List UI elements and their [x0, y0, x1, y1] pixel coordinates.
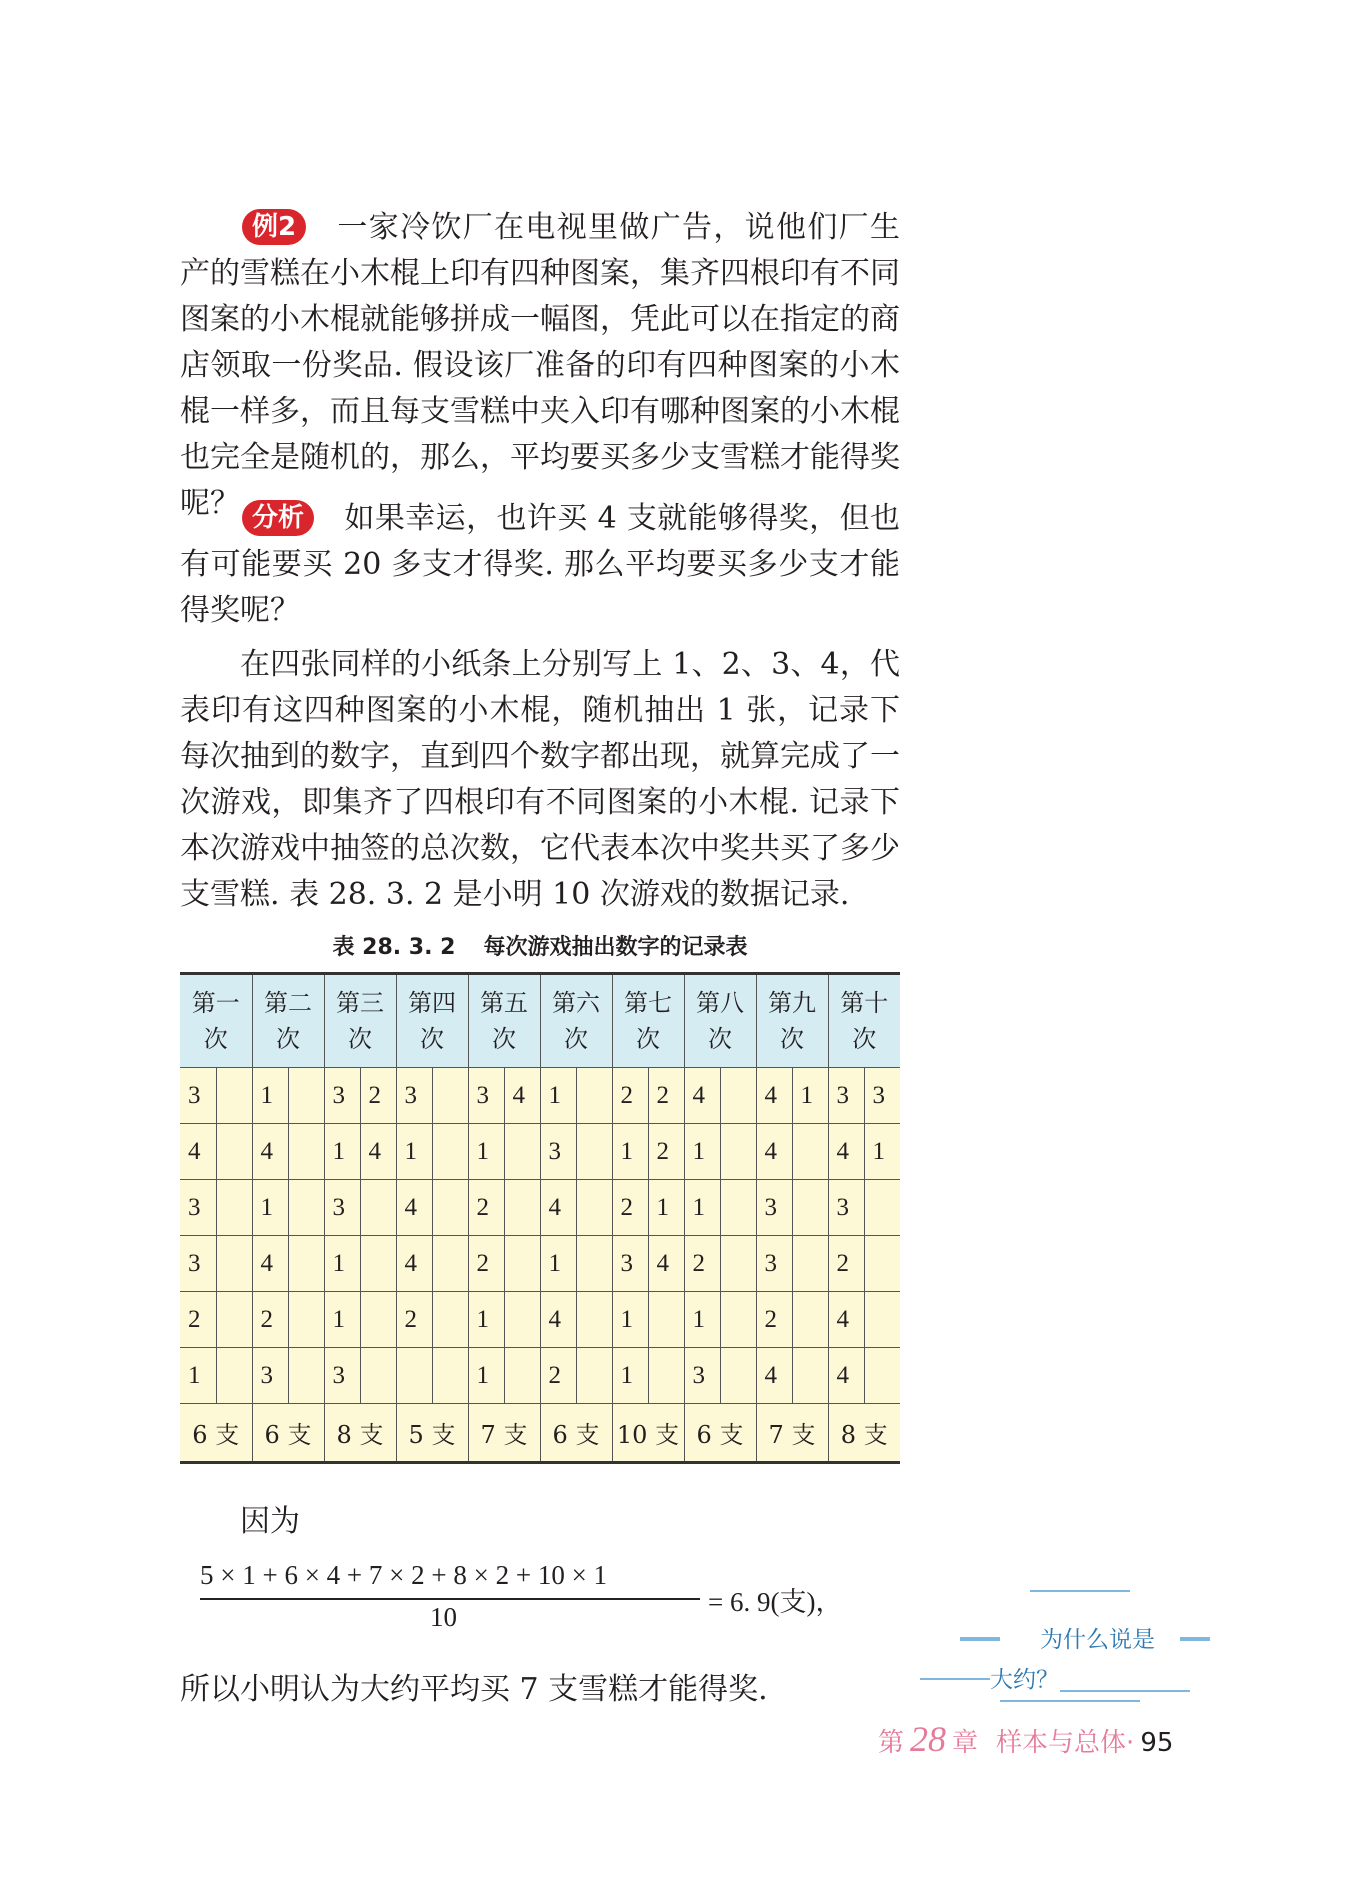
table-cell: 1 — [540, 1068, 576, 1124]
table-cell: 1 — [252, 1180, 288, 1236]
table-cell — [360, 1348, 396, 1404]
table-header-line: 第九 — [768, 989, 816, 1017]
table-cell: 3 — [756, 1236, 792, 1292]
table-row — [180, 1236, 900, 1292]
table-cell: 1 — [684, 1180, 720, 1236]
table-header-line: 次 — [420, 1025, 444, 1053]
table-cell — [432, 1348, 468, 1404]
table-total-cell: 10 支 — [612, 1404, 684, 1463]
table-cell: 4 — [828, 1292, 864, 1348]
table-cell: 2 — [828, 1236, 864, 1292]
table-cell: 4 — [396, 1236, 432, 1292]
table-cell — [720, 1124, 756, 1180]
table-cell — [720, 1068, 756, 1124]
table-header-line: 第四 — [408, 989, 456, 1017]
because-text: 因为 — [240, 1504, 300, 1539]
table-cell: 4 — [360, 1124, 396, 1180]
table-cell: 3 — [324, 1348, 360, 1404]
table-cell: 1 — [612, 1292, 648, 1348]
table-header-line: 第八 — [696, 989, 744, 1017]
formula-numerator: 5 × 1 + 6 × 4 + 7 × 2 + 8 × 2 + 10 × 1 — [200, 1560, 608, 1590]
table-header-line: 第五 — [480, 989, 528, 1017]
table-cell: 4 — [180, 1124, 216, 1180]
table-cell — [288, 1068, 324, 1124]
table-cell: 1 — [324, 1292, 360, 1348]
table-header-line: 次 — [348, 1025, 372, 1053]
table-cell — [216, 1068, 252, 1124]
table-row — [180, 1180, 900, 1236]
conclusion-text: 所以小明认为大约平均买 7 支雪糕才能得奖. — [180, 1672, 768, 1707]
table-cell — [360, 1292, 396, 1348]
table-cell: 1 — [468, 1348, 504, 1404]
table-cell: 4 — [504, 1068, 540, 1124]
table-cell — [360, 1180, 396, 1236]
table-header-cell — [756, 974, 828, 1068]
table-cell — [720, 1180, 756, 1236]
table-total-cell: 8 支 — [324, 1404, 396, 1463]
table-header-row — [180, 974, 900, 1068]
table-cell: 2 — [360, 1068, 396, 1124]
table-header-line: 第七 — [624, 989, 672, 1017]
page-number: 95 — [1140, 1728, 1174, 1758]
table-row — [180, 1348, 900, 1404]
table-total-row — [180, 1404, 900, 1463]
formula-result: = 6. 9(支)， — [708, 1587, 843, 1617]
table-header-line: 第一 — [191, 989, 240, 1017]
table-cell: 4 — [252, 1236, 288, 1292]
table-total-cell: 6 支 — [684, 1404, 756, 1463]
example-paragraph — [180, 205, 900, 527]
table-cell: 4 — [396, 1180, 432, 1236]
table-total-cell: 7 支 — [756, 1404, 828, 1463]
table-row — [180, 1124, 900, 1180]
table-cell — [432, 1068, 468, 1124]
table-cell: 1 — [468, 1124, 504, 1180]
table-cell: 1 — [612, 1124, 648, 1180]
table-cell: 3 — [756, 1180, 792, 1236]
table-cell: 1 — [864, 1124, 900, 1180]
page-footer — [878, 1718, 1173, 1760]
chapter-title: 样本与总体 — [996, 1728, 1127, 1758]
table-header-line: 次 — [852, 1025, 877, 1053]
chapter-number: 28 — [910, 1719, 947, 1759]
table-cell — [396, 1348, 432, 1404]
table-cell: 3 — [180, 1236, 216, 1292]
table-total-cell: 6 支 — [540, 1404, 612, 1463]
formula-denominator: 10 — [430, 1602, 457, 1632]
table-cell — [864, 1236, 900, 1292]
note-decoration-line — [1180, 1637, 1210, 1641]
table-cell: 3 — [468, 1068, 504, 1124]
note-decoration-line — [1060, 1690, 1190, 1692]
table-cell — [216, 1124, 252, 1180]
table-cell: 4 — [828, 1124, 864, 1180]
table-cell: 2 — [684, 1236, 720, 1292]
table-cell — [792, 1348, 828, 1404]
table-header-line: 次 — [636, 1025, 660, 1053]
table-cell — [504, 1348, 540, 1404]
table-cell — [216, 1292, 252, 1348]
table-cell — [720, 1292, 756, 1348]
table-cell: 2 — [648, 1068, 684, 1124]
example-badge: 例2 — [242, 209, 306, 245]
table-cell: 4 — [252, 1124, 288, 1180]
table-total-cell: 6 支 — [180, 1404, 252, 1463]
table-header-line: 次 — [564, 1025, 588, 1053]
table-cell — [504, 1180, 540, 1236]
table-cell: 1 — [180, 1348, 216, 1404]
table-header-line: 第二 — [264, 989, 312, 1017]
table-cell — [576, 1348, 612, 1404]
table-header-cell — [540, 974, 612, 1068]
table-cell — [648, 1348, 684, 1404]
table-cell: 3 — [540, 1124, 576, 1180]
table-row — [180, 1292, 900, 1348]
note-decoration-line — [1000, 1700, 1140, 1702]
table-cell: 4 — [756, 1348, 792, 1404]
side-note-line2: 大约？ — [990, 1667, 1059, 1693]
table-cell: 3 — [324, 1068, 360, 1124]
table-cell: 2 — [648, 1124, 684, 1180]
table-cell — [288, 1292, 324, 1348]
table-cell: 1 — [252, 1068, 288, 1124]
table-cell — [720, 1236, 756, 1292]
table-cell: 1 — [324, 1236, 360, 1292]
note-decoration-line — [1030, 1590, 1130, 1592]
table-cell: 4 — [756, 1124, 792, 1180]
table-cell: 1 — [792, 1068, 828, 1124]
table-cell: 1 — [612, 1348, 648, 1404]
table-header-cell — [396, 974, 468, 1068]
table-header-line: 第十 — [840, 989, 889, 1017]
table-header-line: 次 — [780, 1025, 804, 1053]
table-cell: 4 — [540, 1180, 576, 1236]
table-cell — [504, 1124, 540, 1180]
table-cell: 3 — [828, 1068, 864, 1124]
method-paragraph: 在四张同样的小纸条上分别写上 1、2、3、4，代表印有这四种图案的小木棍，随机抽出 1 张，记录下每次抽到的数字，直到四个数字都出现，就算完成了一次游戏，即集齐了四根印有不同图案的小木棍. 记录下本次游戏中抽签的总次数，它代表本次中奖共买了多少支雪糕. 表 28. 3. 2 是小明 10 次游戏的数据记录. — [180, 647, 900, 912]
table-cell: 3 — [684, 1348, 720, 1404]
record-table — [180, 972, 900, 1464]
table-cell: 3 — [252, 1348, 288, 1404]
table-cell — [576, 1124, 612, 1180]
table-cell: 4 — [648, 1236, 684, 1292]
table-cell: 4 — [540, 1292, 576, 1348]
table-header-line: 次 — [492, 1025, 516, 1053]
table-cell — [288, 1348, 324, 1404]
table-header-cell — [180, 974, 252, 1068]
footer-dot: · — [1126, 1728, 1135, 1758]
fraction-bar — [200, 1598, 700, 1600]
table-cell: 1 — [396, 1124, 432, 1180]
table-cell: 1 — [684, 1124, 720, 1180]
table-cell — [288, 1124, 324, 1180]
table-header-cell — [468, 974, 540, 1068]
table-cell — [360, 1236, 396, 1292]
table-cell — [432, 1292, 468, 1348]
table-cell: 3 — [612, 1236, 648, 1292]
table-row — [180, 1068, 900, 1124]
side-note — [990, 1620, 1155, 1700]
table-cell — [576, 1180, 612, 1236]
table-header-line: 次 — [276, 1025, 300, 1053]
chapter-prefix: 第 — [878, 1728, 905, 1758]
table-header-cell — [684, 974, 756, 1068]
table-cell: 3 — [864, 1068, 900, 1124]
table-caption-title: 每次游戏抽出数字的记录表 — [483, 935, 748, 960]
table-cell: 2 — [468, 1236, 504, 1292]
table-cell — [576, 1068, 612, 1124]
table-header-line: 第三 — [336, 989, 384, 1017]
table-cell: 4 — [756, 1068, 792, 1124]
table-cell — [864, 1348, 900, 1404]
table-header-cell — [324, 974, 396, 1068]
table-cell — [792, 1292, 828, 1348]
table-cell: 2 — [756, 1292, 792, 1348]
table-cell — [432, 1236, 468, 1292]
table-caption — [180, 930, 900, 961]
table-header-line: 次 — [203, 1025, 228, 1053]
table-total-cell: 5 支 — [396, 1404, 468, 1463]
table-cell — [864, 1292, 900, 1348]
analysis-text: 如果幸运，也许买 4 支就能够得奖，但也有可能要买 20 多支才得奖. 那么平均要买多少支才能得奖呢？ — [180, 501, 900, 628]
table-cell — [432, 1180, 468, 1236]
table-cell: 1 — [468, 1292, 504, 1348]
table-cell: 2 — [540, 1348, 576, 1404]
table-cell — [792, 1236, 828, 1292]
table-cell: 4 — [828, 1348, 864, 1404]
table-total-cell: 6 支 — [252, 1404, 324, 1463]
table-cell: 2 — [612, 1068, 648, 1124]
table-cell: 1 — [324, 1124, 360, 1180]
table-cell: 1 — [684, 1292, 720, 1348]
table-cell: 2 — [468, 1180, 504, 1236]
table-cell: 2 — [180, 1292, 216, 1348]
table-header-line: 第六 — [552, 989, 600, 1017]
analysis-paragraph — [180, 496, 900, 634]
table-cell — [576, 1292, 612, 1348]
table-cell — [432, 1124, 468, 1180]
table-total-cell: 7 支 — [468, 1404, 540, 1463]
analysis-badge: 分析 — [242, 500, 314, 536]
table-cell: 1 — [648, 1180, 684, 1236]
note-decoration-line — [920, 1678, 990, 1680]
table-header-line: 次 — [708, 1025, 732, 1053]
table-cell: 4 — [684, 1068, 720, 1124]
table-header-cell — [828, 974, 900, 1068]
table-cell — [648, 1292, 684, 1348]
table-cell: 3 — [324, 1180, 360, 1236]
side-note-line1: 为什么说是 — [1040, 1627, 1155, 1653]
table-cell — [720, 1348, 756, 1404]
table-cell — [504, 1236, 540, 1292]
table-cell — [288, 1180, 324, 1236]
table-cell: 3 — [828, 1180, 864, 1236]
table-header-cell — [612, 974, 684, 1068]
table-cell — [792, 1124, 828, 1180]
table-cell: 3 — [396, 1068, 432, 1124]
note-decoration-line — [960, 1637, 1000, 1641]
table-cell — [288, 1236, 324, 1292]
chapter-suffix: 章 — [952, 1728, 979, 1758]
table-cell — [792, 1180, 828, 1236]
table-cell: 2 — [396, 1292, 432, 1348]
example-text: 一家冷饮厂在电视里做广告，说他们厂生产的雪糕在小木棍上印有四种图案，集齐四根印有不同图案的小木棍就能够拼成一幅图，凭此可以在指定的商店领取一份奖品. 假设该厂准备的印有四种图案的小木棍一样多，而且每支雪糕中夹入印有哪种图案的小木棍也完全是随机的，那么，平均要买多少支雪糕才能得奖呢？ — [180, 210, 900, 521]
table-cell — [216, 1180, 252, 1236]
table-cell: 2 — [612, 1180, 648, 1236]
table-cell: 3 — [180, 1180, 216, 1236]
table-cell: 3 — [180, 1068, 216, 1124]
table-cell — [504, 1292, 540, 1348]
table-cell — [216, 1348, 252, 1404]
table-cell — [576, 1236, 612, 1292]
table-caption-number: 表 28. 3. 2 — [332, 935, 456, 960]
table-total-cell: 8 支 — [828, 1404, 900, 1463]
table-cell: 2 — [252, 1292, 288, 1348]
table-cell — [216, 1236, 252, 1292]
table-cell — [864, 1180, 900, 1236]
table-cell: 1 — [540, 1236, 576, 1292]
table-header-cell — [252, 974, 324, 1068]
